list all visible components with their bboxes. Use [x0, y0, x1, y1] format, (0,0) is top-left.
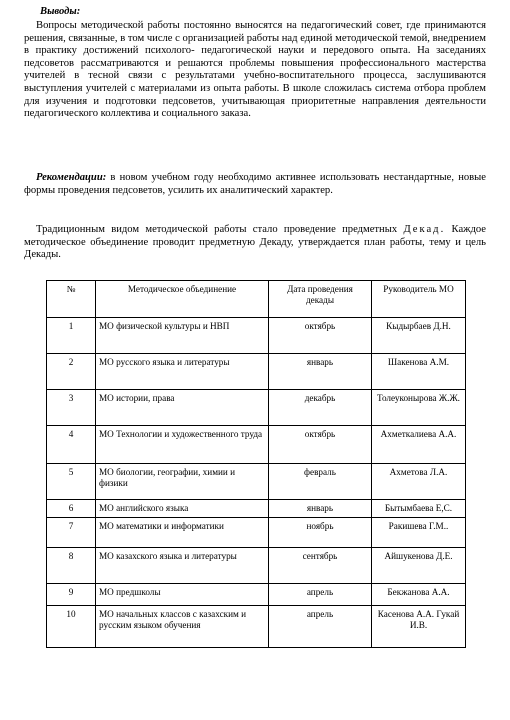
recommendations-paragraph	[24, 172, 486, 197]
cell-number: 7	[47, 518, 96, 548]
header-date: Дата проведения декады	[269, 281, 372, 318]
cell-association: МО Технологии и художественного труда	[96, 426, 269, 464]
cell-head: Ахметова Л.А.	[372, 464, 466, 500]
header-number: №	[47, 281, 96, 318]
cell-number: 3	[47, 390, 96, 426]
cell-head: Бекжанова А.А.	[372, 584, 466, 606]
table-row	[47, 426, 466, 464]
cell-date: октябрь	[269, 426, 372, 464]
decade-intro-text-before: Традиционным видом методической работы стало проведение предметных	[36, 224, 404, 235]
cell-date: ноябрь	[269, 518, 372, 548]
cell-association: МО физической культуры и НВП	[96, 318, 269, 354]
cell-date: октябрь	[269, 318, 372, 354]
recommendations-text: в новом учебном году необходимо активнее использовать нестандартные, новые формы проведения педсоветов, усилить их аналитический характер.	[24, 172, 486, 196]
cell-number: 6	[47, 500, 96, 518]
table-row	[47, 606, 466, 648]
cell-association: МО начальных классов с казахским и русским языком обучения	[96, 606, 269, 648]
cell-head: Кыдырбаев Д.Н.	[372, 318, 466, 354]
cell-association: МО биологии, географии, химии и физики	[96, 464, 269, 500]
decades-table	[46, 280, 466, 648]
table-row	[47, 548, 466, 584]
decade-intro-paragraph	[24, 224, 486, 262]
cell-number: 9	[47, 584, 96, 606]
table-row	[47, 354, 466, 390]
cell-head: Бытымбаева Е,С.	[372, 500, 466, 518]
header-head: Руководитель МО	[372, 281, 466, 318]
cell-number: 5	[47, 464, 96, 500]
header-association: Методическое объединение	[96, 281, 269, 318]
cell-head: Ракишева Г.М..	[372, 518, 466, 548]
cell-date: декабрь	[269, 390, 372, 426]
table-row	[47, 464, 466, 500]
decade-intro-text-after: Каждое методическое объединение проводит предметную Декаду, утверждается план работы, тему и цель Декады.	[24, 224, 486, 261]
cell-head: Толеуконырова Ж.Ж.	[372, 390, 466, 426]
cell-association: МО английского языка	[96, 500, 269, 518]
cell-number: 10	[47, 606, 96, 648]
cell-association: МО русского языка и литературы	[96, 354, 269, 390]
cell-number: 8	[47, 548, 96, 584]
cell-date: январь	[269, 500, 372, 518]
table-row	[47, 390, 466, 426]
table-row	[47, 584, 466, 606]
cell-association: МО предшколы	[96, 584, 269, 606]
decade-spaced-word: Декад.	[403, 224, 446, 235]
cell-date: январь	[269, 354, 372, 390]
recommendations-lead: Рекомендации:	[36, 172, 107, 183]
cell-association: МО математики и информатики	[96, 518, 269, 548]
cell-head: Касенова А.А. Гукай И.В.	[372, 606, 466, 648]
cell-number: 4	[47, 426, 96, 464]
table-row	[47, 318, 466, 354]
table-row	[47, 500, 466, 518]
cell-head: Ахметкалиева А.А.	[372, 426, 466, 464]
cell-date: апрель	[269, 606, 372, 648]
cell-number: 1	[47, 318, 96, 354]
cell-date: сентябрь	[269, 548, 372, 584]
conclusions-heading: Выводы:	[40, 6, 81, 17]
cell-association: МО казахского языка и литературы	[96, 548, 269, 584]
table-row	[47, 518, 466, 548]
cell-number: 2	[47, 354, 96, 390]
cell-association: МО истории, права	[96, 390, 269, 426]
cell-head: Шакенова А.М.	[372, 354, 466, 390]
cell-head: Айшукенова Д.Е.	[372, 548, 466, 584]
cell-date: апрель	[269, 584, 372, 606]
table-header-row	[47, 281, 466, 318]
cell-date: февраль	[269, 464, 372, 500]
conclusions-paragraph: Вопросы методической работы постоянно выносятся на педагогический совет, где принимаются решения, связанные, в том числе с организацией работы над единой методической темой, внедрением в практику достижений психолого- педагогической науки и передового опыта. На заседаниях педсоветов рассматриваются и решаются проблемы повышения профессионального мастерства учителей в тесной связи с результатами учебно-воспитательного процесса, заслушиваются выступления учителей с материалами из опыта работы. В школе сложилась система отбора проблем для изучения и подготовки педсоветов, учитывающая приоритетные направления деятельности педагогического коллектива и социального заказа.	[24, 20, 486, 120]
